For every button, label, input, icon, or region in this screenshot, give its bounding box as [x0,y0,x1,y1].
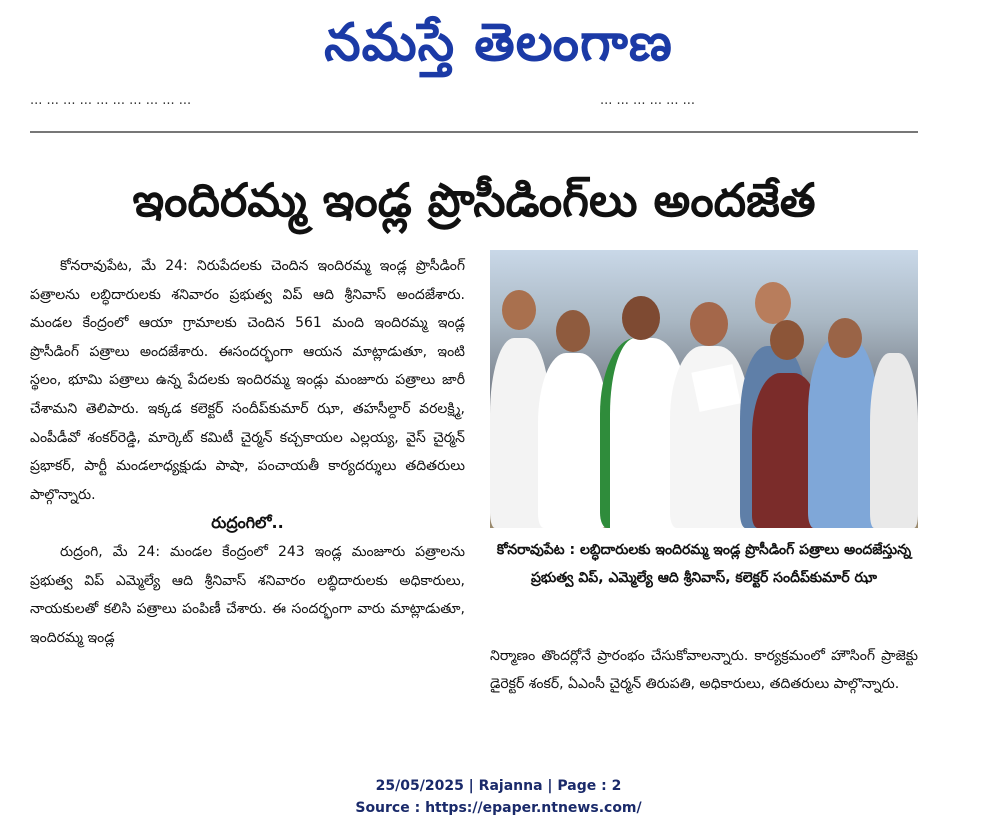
newspaper-masthead: నమస్తే తెలంగాణ [324,13,673,73]
article-paragraph-2: రుద్రంగి, మే 24: మండల కేంద్రంలో 243 ఇండ్ల మంజూరు పత్రాలను ప్రభుత్వ విప్ ఎమ్మెల్యే ఆది శ్రీనివాస్ శనివారం లబ్ధిదారులకు అధికారులు, నాయకులతో కలిసి పత్రాలు పంపిణీ చేశారు. ఈ సందర్భంగా వారు మాట్లాడుతూ, ఇందిరమ్మ ఇండ్ల [30,543,465,646]
page-footer [0,775,997,819]
article-left-column [30,252,465,652]
section-divider [30,131,918,133]
footer-date-edition: 25/05/2025 | Rajanna | Page : 2 [375,778,622,794]
photo-caption: కోనరావుపేట : లబ్ధిదారులకు ఇందిరమ్మ ఇండ్ల ప్రొసీడింగ్ పత్రాలు అందజేస్తున్న ప్రభుత్వ విప్, ఎమ్మెల్యే ఆది శ్రీనివాస్, కలెక్టర్ సందీప్‌కుమార్ ఝా [496,542,912,586]
article-right-column [490,642,918,698]
news-photo [490,250,918,528]
cutoff-text-left: ... ... ... ... ... ... ... ... ... ... [30,93,192,106]
article-subheading: రుద్రంగిలో.. [211,513,284,533]
article-paragraph-3: నిర్మాణం తొందర్లోనే ప్రారంభం చేసుకోవాలన్నారు. కార్యక్రమంలో హౌసింగ్ ప్రాజెక్టు డైరెక్టర్ శంకర్, ఏఎంసీ చైర్మన్ తిరుపతి, అధికారులు, తదితరులు పాల్గొన్నారు. [490,648,918,692]
article-headline: ఇందిరమ్మ ఇండ్ల ప్రొసీడింగ్‌లు అందజేత [132,173,816,227]
article-paragraph-1: కోనరావుపేట, మే 24: నిరుపేదలకు చెందిన ఇందిరమ్మ ఇండ్ల ప్రొసీడింగ్ పత్రాలను లబ్ధిదారులకు శనివారం ప్రభుత్వ విప్ ఆది శ్రీనివాస్ అందజేశారు. మండల కేంద్రంలో ఆయా గ్రామాలకు చెందిన 561 మంది ఇందిరమ్మ ఇండ్ల ప్రొసీడింగ్ పత్రాలు అందజేశారు. ఈసందర్భంగా ఆయన మాట్లాడుతూ, ఇంటి స్థలం, భూమి పత్రాలు ఉన్న పేదలకు ఇందిరమ్మ ఇండ్లు మంజూరు పత్రాలు జారీ చేశామని తెలిపారు. ఇక్కడ కలెక్టర్ సందీప్‌కుమార్ ఝా, తహసీల్దార్ వరలక్ష్మి, ఎంపీడీవో శంకర్‌రెడ్డి, మార్కెట్ కమిటీ చైర్మన్ కచ్చకాయల ఎల్లయ్య, వైస్ చైర్మన్ ప్రభాకర్, పార్టీ మండలాధ్యక్షుడు పాషా, పంచాయతీ కార్యదర్శులు తదితరులు పాల్గొన్నారు. [30,258,465,503]
cutoff-text-right: ... ... ... ... ... ... [600,93,696,106]
footer-source-link[interactable]: Source : https://epaper.ntnews.com/ [355,800,642,816]
